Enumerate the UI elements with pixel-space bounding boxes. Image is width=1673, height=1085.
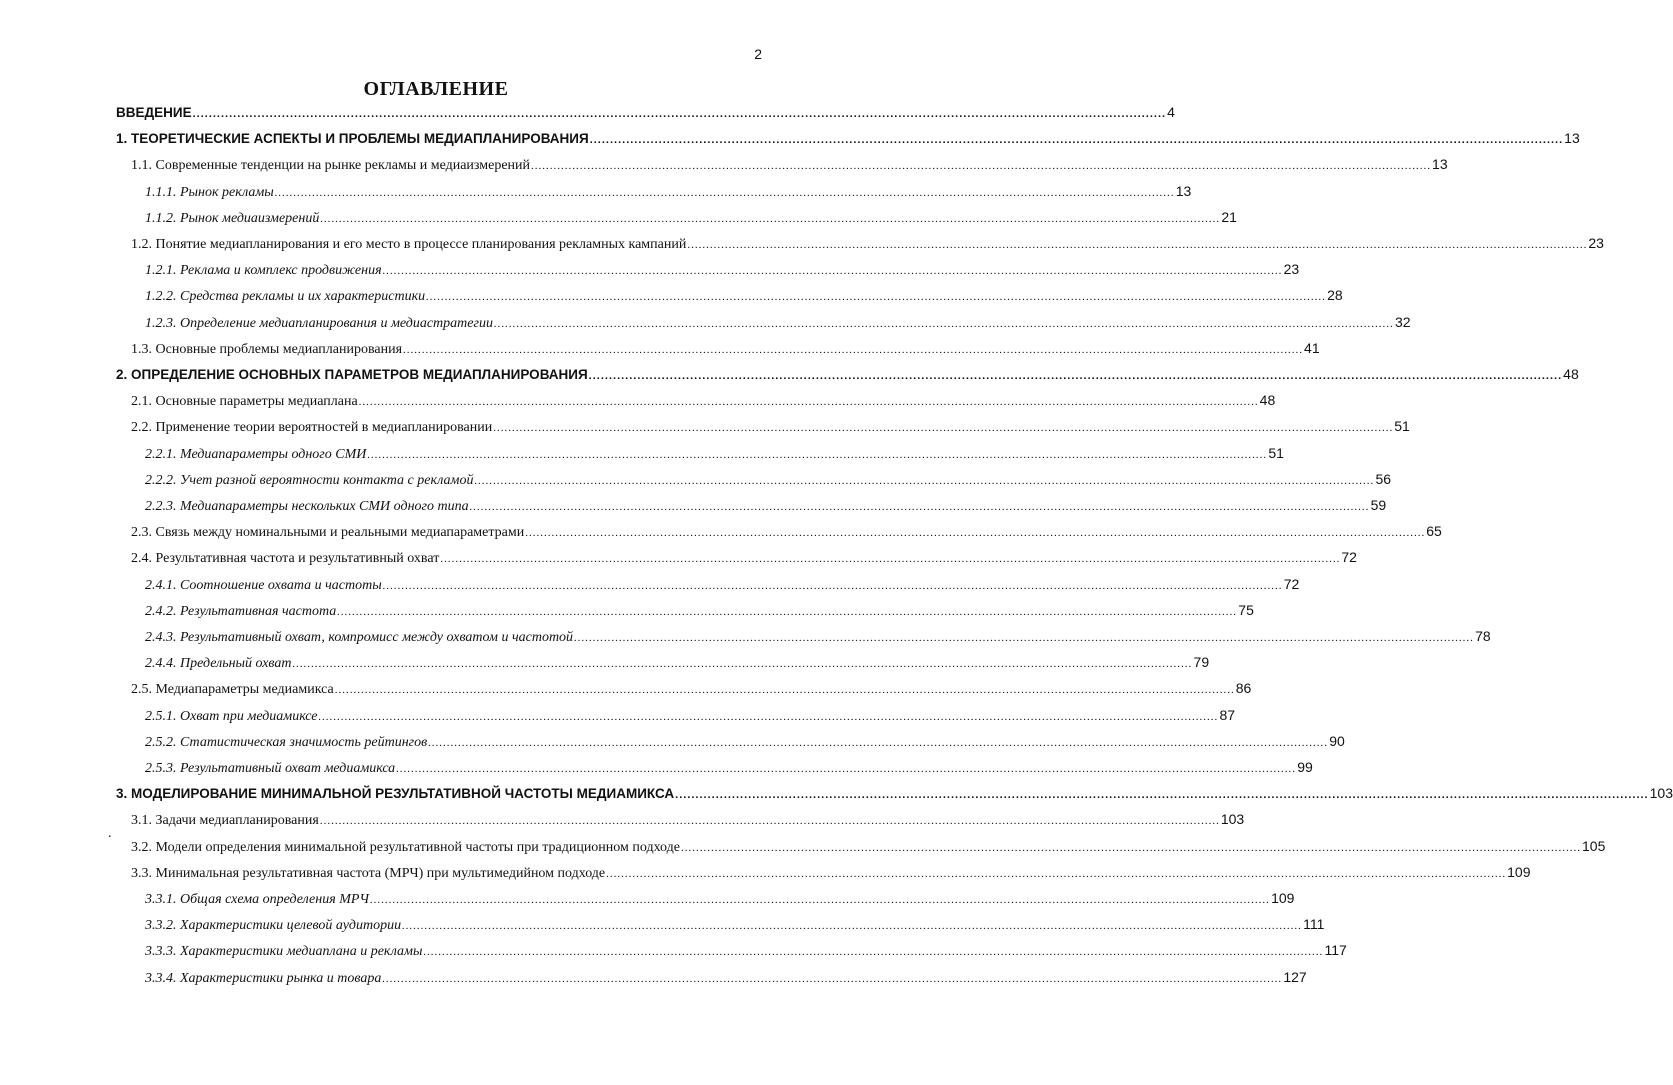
toc-entry[interactable]	[131, 811, 1245, 831]
toc-entry[interactable]	[145, 601, 1254, 622]
toc-entry-page: 48	[1563, 366, 1579, 382]
stray-mark: .	[108, 826, 112, 841]
toc-entry-page: 87	[1219, 706, 1236, 723]
toc-entry-title: 1.1. Современные тенденции на рынке рекламы и медиаизмерений	[131, 158, 531, 174]
toc-leader-dots	[475, 475, 1375, 487]
toc-entry-page: 23	[1588, 235, 1604, 251]
toc-entry-page: 72	[1283, 575, 1300, 592]
toc-entry-title: 3. МОДЕЛИРОВАНИЕ МИНИМАЛЬНОЙ РЕЗУЛЬТАТИВНОЙ ЧАСТОТЫ МЕДИАМИКСА	[116, 786, 675, 802]
toc-entry-page: 65	[1426, 523, 1442, 540]
toc-leader-dots	[193, 108, 1166, 120]
toc-entry-title: 1.2. Понятие медиапланирования и его место в процессе планирования рекламных кампаний	[131, 237, 687, 252]
toc-entry-title: 3.3.2. Характеристики целевой аудитории	[145, 918, 402, 934]
toc-entry-title: 3.3.4. Характеристики рынка и товара	[145, 970, 382, 986]
toc-entry[interactable]	[131, 339, 1320, 360]
toc-entry-title: 2.2.1. Медиапараметры одного СМИ	[145, 446, 367, 462]
toc-entry[interactable]	[145, 890, 1295, 910]
toc-entry[interactable]	[145, 444, 1284, 465]
toc-leader-dots	[319, 711, 1219, 723]
toc-entry-title: 2.2. Применение теории вероятностей в медиапланировании	[131, 420, 493, 436]
toc-entry-title: 2.4.2. Результативная частота	[145, 603, 337, 619]
toc-entry-title: 1. ТЕОРЕТИЧЕСКИЕ АСПЕКТЫ И ПРОБЛЕМЫ МЕДИАПЛАНИРОВАНИЯ	[116, 131, 589, 147]
toc-entry[interactable]	[131, 156, 1448, 176]
toc-entry[interactable]	[145, 313, 1411, 334]
toc-entry-page: 13	[1175, 182, 1192, 199]
toc-entry-title: 1.1.2. Рынок медиаизмерений	[145, 210, 320, 226]
toc-entry-page: 51	[1394, 418, 1410, 435]
toc-entry-page: 78	[1475, 628, 1491, 644]
toc-leader-dots	[367, 449, 1267, 461]
toc-entry[interactable]	[145, 628, 1491, 648]
toc-entry-page: 99	[1297, 759, 1313, 775]
toc-entry-page: 117	[1324, 942, 1347, 959]
toc-leader-dots	[440, 553, 1340, 565]
toc-leader-dots	[687, 239, 1587, 251]
toc-entry-title: ВВЕДЕНИЕ	[116, 105, 192, 120]
toc-leader-dots	[370, 894, 1270, 906]
toc-entry[interactable]	[145, 182, 1192, 203]
toc-entry-page: 13	[1432, 156, 1448, 173]
toc-leader-dots	[320, 815, 1220, 827]
toc-entry[interactable]	[116, 785, 1673, 805]
toc-entry-title: 2.5.1. Охват при медиамиксе	[145, 708, 318, 724]
toc-entry-title: 2.4.3. Результативный охват, компромисс между охватом и частотой	[145, 630, 574, 645]
toc-entry-title: 2.5.2. Статистическая значимость рейтингов	[145, 734, 428, 750]
toc-leader-dots	[428, 737, 1328, 749]
toc-entry-title: 1.1.1. Рынок рекламы	[145, 184, 274, 200]
toc-leader-dots	[402, 920, 1302, 932]
toc-entry-page: 41	[1304, 339, 1320, 356]
toc-entry-page: 32	[1394, 313, 1411, 330]
toc-entry[interactable]	[116, 130, 1580, 150]
toc-entry-title: 2.1. Основные параметры медиаплана	[131, 394, 358, 410]
toc-entry[interactable]	[145, 942, 1347, 962]
toc-entry-title: 3.1. Задачи медиапланирования	[131, 813, 319, 829]
toc-entry-page: 79	[1193, 654, 1210, 671]
toc-entry-page: 105	[1582, 837, 1606, 854]
toc-entry-title: 2.2.2. Учет разной вероятности контакта с рекламой	[145, 472, 474, 488]
page-number: 2	[754, 46, 762, 62]
toc-entry[interactable]	[145, 470, 1392, 491]
toc-leader-dots	[335, 684, 1235, 696]
toc-entry-page: 72	[1341, 549, 1357, 566]
toc-entry[interactable]	[145, 968, 1307, 989]
toc-entry-page: 51	[1268, 444, 1284, 461]
toc-leader-dots	[275, 187, 1175, 199]
toc-entry[interactable]	[145, 759, 1313, 779]
toc-entry-page: 4	[1167, 104, 1175, 120]
toc-entry[interactable]	[131, 680, 1252, 700]
toc-entry-title: 2.2.3. Медиапараметры нескольких СМИ одного типа	[145, 499, 469, 514]
toc-leader-dots	[590, 134, 1563, 146]
toc-leader-dots	[494, 318, 1394, 330]
toc-entry-title: 1.2.1. Реклама и комплекс продвижения	[145, 263, 382, 279]
toc-entry-title: 3.2. Модели определения минимальной результативной частоты при традиционном подходе	[131, 839, 680, 855]
toc-entry-page: 111	[1303, 916, 1325, 933]
toc-entry[interactable]	[145, 575, 1300, 596]
toc-leader-dots	[525, 527, 1425, 539]
toc-entry[interactable]	[145, 706, 1236, 727]
toc-entry-page: 90	[1329, 732, 1345, 749]
toc-entry-title: 1.3. Основные проблемы медиапланирования	[131, 341, 403, 357]
toc-leader-dots	[589, 370, 1562, 382]
toc-entry[interactable]	[131, 863, 1531, 884]
toc-leader-dots	[383, 265, 1283, 277]
toc-leader-dots	[470, 501, 1370, 513]
toc-leader-dots	[320, 213, 1220, 225]
toc-entry[interactable]	[145, 208, 1237, 229]
toc-leader-dots	[574, 632, 1474, 644]
toc-leader-dots	[675, 789, 1648, 801]
toc-entry-page: 21	[1221, 208, 1237, 225]
toc-entry[interactable]	[131, 837, 1606, 858]
toc-entry-page: 109	[1507, 863, 1531, 880]
toc-entry-title: 2.3. Связь между номинальными и реальными медиапараметрами	[131, 525, 525, 541]
toc-entry[interactable]	[116, 104, 1175, 124]
toc-entry-title: 2.5. Медиапараметры медиамикса	[131, 682, 334, 698]
toc-entry-title: 2. ОПРЕДЕЛЕНИЕ ОСНОВНЫХ ПАРАМЕТРОВ МЕДИАПЛАНИРОВАНИЯ	[116, 367, 588, 382]
toc-entry[interactable]	[145, 287, 1343, 307]
toc-entry[interactable]	[145, 916, 1325, 936]
toc-entry[interactable]	[131, 523, 1442, 543]
toc-entry-title: 3.3. Минимальная результативная частота (МРЧ) при мультимедийном подходе	[131, 865, 606, 881]
toc-leader-dots	[403, 344, 1303, 356]
toc-entry[interactable]	[145, 654, 1210, 674]
toc-entry-title: 2.5.3. Результативный охват медиамикса	[145, 761, 396, 776]
toc-entry-page: 103	[1649, 785, 1673, 802]
toc-entry-title: 3.3.1. Общая схема определения МРЧ	[145, 892, 370, 907]
toc-entry-title: 3.3.3. Характеристики медиаплана и рекламы	[145, 944, 423, 960]
toc-entry[interactable]	[131, 235, 1604, 255]
toc-entry[interactable]	[131, 418, 1410, 438]
toc-leader-dots	[337, 606, 1237, 618]
toc-leader-dots	[423, 946, 1323, 958]
toc-leader-dots	[359, 396, 1259, 408]
toc-leader-dots	[293, 658, 1193, 670]
page-title: ОГЛАВЛЕНИЕ	[363, 78, 509, 100]
toc-entry-title: 2.4.1. Соотношение охвата и частоты	[145, 577, 382, 593]
toc-leader-dots	[383, 580, 1283, 592]
toc-entry-page: 48	[1259, 392, 1276, 409]
toc-leader-dots	[681, 842, 1581, 854]
toc-entry-page: 59	[1370, 497, 1387, 513]
toc-entry-title: 1.2.3. Определение медиапланирования и медиастратегии	[145, 315, 493, 331]
toc-entry-page: 56	[1375, 470, 1392, 487]
toc-entry-page: 103	[1220, 811, 1245, 828]
toc-leader-dots	[493, 422, 1393, 434]
toc-leader-dots	[606, 868, 1506, 880]
toc-leader-dots	[396, 763, 1296, 775]
toc-leader-dots	[382, 973, 1282, 985]
toc-entry-title: 2.4. Результативная частота и результативный охват	[131, 551, 440, 567]
toc-leader-dots	[531, 160, 1431, 172]
toc-entry[interactable]	[116, 366, 1579, 386]
toc-entry[interactable]	[145, 732, 1345, 753]
toc-entry-title: 2.4.4. Предельный охват	[145, 656, 292, 672]
toc-entry[interactable]	[131, 392, 1276, 412]
toc-entry-page: 109	[1271, 890, 1295, 906]
toc-entry-page: 86	[1235, 680, 1252, 697]
toc-entry-page: 13	[1564, 130, 1580, 147]
toc-leader-dots	[426, 291, 1326, 303]
toc-entry[interactable]	[145, 497, 1387, 517]
toc-entry-title: 1.2.2. Средства рекламы и их характеристики	[145, 289, 426, 305]
toc-entry-page: 127	[1283, 968, 1307, 985]
toc-entry-page: 23	[1283, 261, 1300, 278]
toc-entry-page: 75	[1238, 601, 1254, 618]
toc-entry[interactable]	[145, 261, 1300, 281]
toc-entry-page: 28	[1327, 287, 1343, 304]
toc-entry[interactable]	[131, 549, 1357, 569]
